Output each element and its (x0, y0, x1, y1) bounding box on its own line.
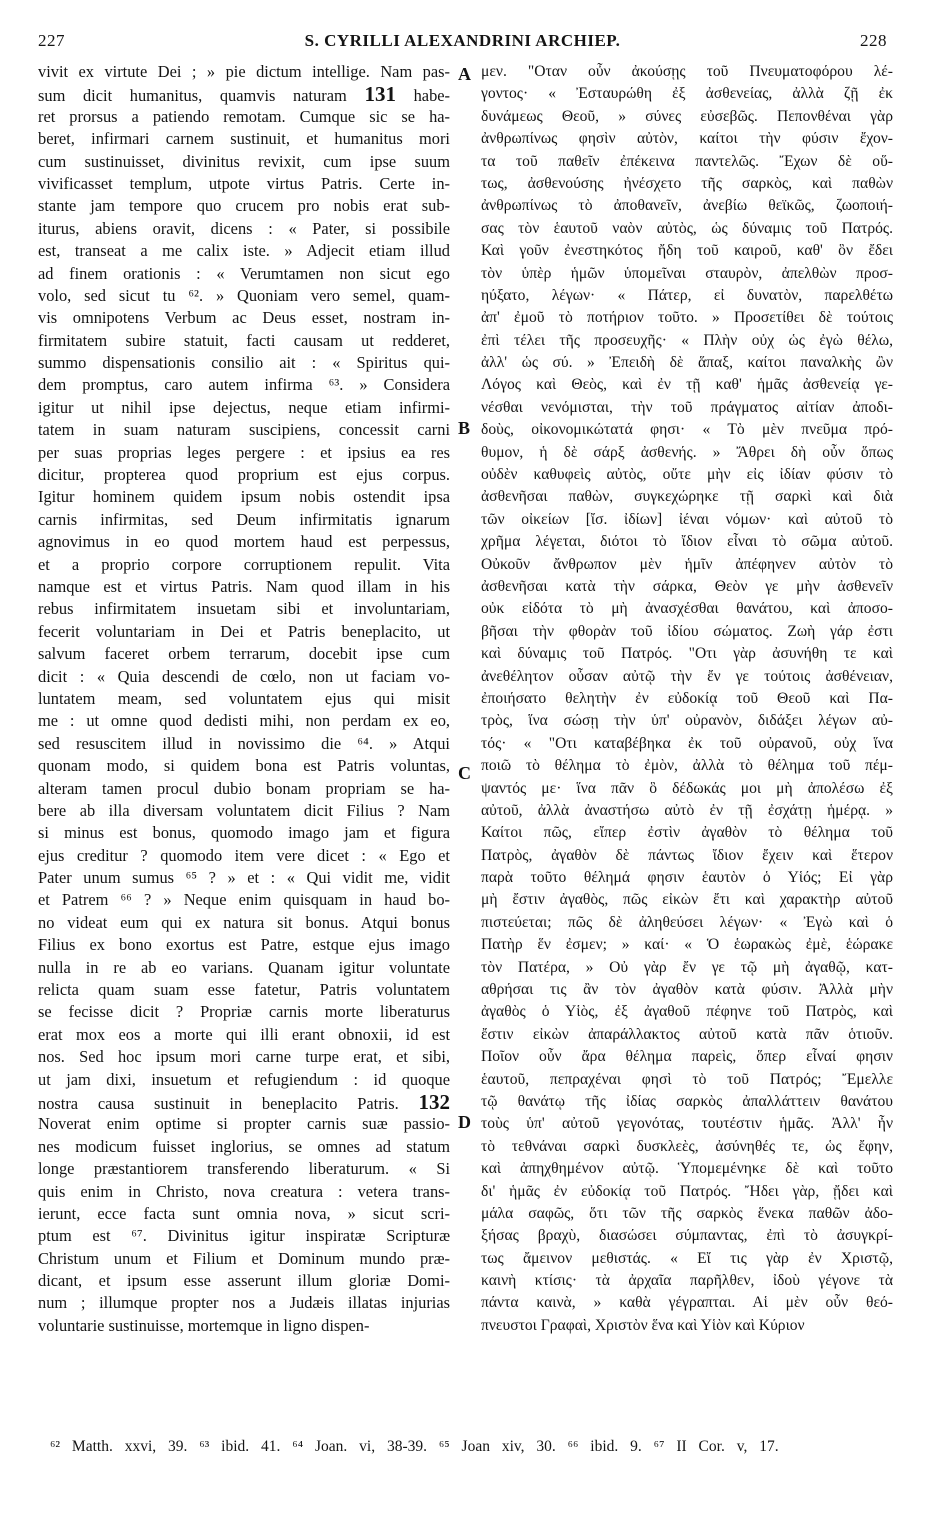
latin-text-line: firmitatem subire statuit, facti causam ut redderet, (38, 330, 450, 350)
latin-text-line: Pater unum sumus ⁶⁵ ? » et : « Qui vidit me, vidit (38, 868, 450, 888)
latin-text-line: et a proprio corpore corruptionem repulit. Vita (38, 554, 450, 574)
greek-text-line: Οὐκοῦν ἄνθρωπον μὲν ἡμῖν ἀπέφηνεν αὐτὸν τὸ (481, 555, 893, 573)
column-section-number: 132 (418, 1090, 450, 1114)
greek-text-line: χρῆμα λέγεται, διότοι τὸ ἴδιον εἶναι τὸ σῶμα αὐτοῦ. (481, 533, 893, 551)
latin-text-line: relicta quam suam esse fatetur, Patris voluntatem (38, 980, 450, 1000)
latin-text-line: beret, infirmari carnem sustinuit, et humanitus mori (38, 129, 450, 149)
latin-text-line: longe præstantiorem transferendo liberaturum. « Si (38, 1159, 450, 1179)
greek-text-line: αθρήσαι τις ἂν τὸν ἀγαθὸν κατὰ φύσιν. Ἀλλὰ μὴν (481, 981, 893, 999)
greek-text-line: τός· « "Οτι καταβέβηκα ἐκ τοῦ οὐρανοῦ, οὐχ ἵνα (481, 734, 893, 752)
greek-text-line: μὴ ἔστιν ἀγαθὸς, πῶς εἰκὼν ἔτι καὶ χαρακτὴρ αὐτοῦ (481, 891, 893, 909)
greek-text-line: αὐτοῦ, ἀλλὰ ἀναστήσω αὐτὸ ἐν τῇ ἐσχάτῃ ἡμέρᾳ. » (481, 801, 893, 819)
latin-text-line: quis enim in Christo, nova creatura : vetera trans- (38, 1181, 450, 1201)
latin-text-line: alteram tamen procul dubio bonam propriam se ha- (38, 778, 450, 798)
greek-text-line: τὸν Πατέρα, » Οὐ γὰρ ἔν γε τῷ μὴ ἀγαθῷ, κατ- (481, 958, 893, 976)
greek-text-line: ἀνθρωπίνως τὸ ἀποθανεῖν, ἀνεβίω θεϊκῶς, ζωοποιή- (481, 197, 893, 215)
latin-text-line: Igitur hominem quidem ipsum nobis ostendit ipsa (38, 487, 450, 507)
greek-text-line: παρὰ τοῦτο θέλημά φησιν ἑαυτὸν ὁ Υἱός; Εἰ γὰρ (481, 869, 893, 887)
latin-text-line: salvum faceret orbem terrarum, docebit ipse cum (38, 644, 450, 664)
greek-text-line: τως ἄμεινον μεθιστάς. « Εἴ τις γὰρ ἐν Χριστῷ, (481, 1249, 893, 1267)
latin-text-line: sed resuscitem illud in novissimo die ⁶⁴. » Atqui (38, 733, 450, 753)
latin-text-line: tatem in suam naturam suscipiens, concessit carni (38, 420, 450, 440)
greek-text-line: τοὺς ὑπ' αὐτοῦ γεγονότας, τουτέστιν ἡμᾶς. Ἀλλ' ἦν (481, 1115, 893, 1133)
latin-text-line: vivit ex virtute Dei ; » pie dictum intellige. Nam pas- (38, 62, 450, 81)
latin-text-line: bere ab illa diversam voluntatem dicit Filius ? Nam (38, 800, 450, 820)
latin-text-line: carnis infirmitas, sed Deum infirmitatis ignarum (38, 509, 450, 529)
margin-mark-c: C (458, 763, 471, 783)
greek-text-line: ξήσας βραχὺ, διασώσει σύμπαντας, ἐπὶ τὸ ἀσυγκρί- (481, 1227, 893, 1245)
greek-text-line: οὐδὲν καθυφεὶς αὐτὸς, οὔτε μὴν εἰς ἰδίαν φύσιν τὸ (481, 466, 893, 484)
latin-text-line: per suas proprias leges pergere : et ipsius ea res (38, 442, 450, 462)
greek-text-line: ἑαυτοῦ, πεπραχέναι φησὶ τὸ τοῦ Πατρός; Ἔμελλε (481, 1070, 893, 1088)
latin-text-line: ierunt, ecce facta sunt omnia nova, » sicut scri- (38, 1203, 450, 1223)
greek-text-line: Καίτοι πῶς, εἴπερ ἐστὶν ἀγαθὸν τὸ θέλημα τοῦ (481, 824, 893, 842)
greek-text-line: ἐπὶ τέλει τῆς προσευχῆς· « Πλὴν οὐχ ὡς ἐγὼ θέλω, (481, 331, 893, 349)
greek-column (481, 61, 893, 1337)
page-number-right: 228 (860, 31, 887, 50)
greek-text-line: Ποῖον οὖν ἄρα θέλημα παρεὶς, ὅπερ εἶναί φησιν (481, 1048, 893, 1066)
latin-text-line: fecerit voluntariam in Dei et Patris beneplacito, ut (38, 621, 450, 641)
greek-text-line: δι' ἡμᾶς ἐν εὐδοκίᾳ τοῦ Πατρός. Ἤδει γὰρ, ᾔδει καὶ (481, 1182, 893, 1200)
latin-text-line: erat mox eos a morte qui illi erant obnoxii, id est (38, 1024, 450, 1044)
latin-text-line: agnovimus in eo quod mortem haud est perpessus, (38, 532, 450, 552)
greek-text-line: ἀσθενῆσαι παθὼν, συγκεχώρηκε τῇ σαρκὶ καὶ διὰ (481, 488, 893, 506)
latin-text-line: Christum unum et Filium et Dominum mundo præ- (38, 1248, 450, 1268)
latin-text-line: Noverat enim optime si propter carnis suæ passio- (38, 1114, 450, 1134)
greek-text-line: ἐποιήσατο θελητὴν ἐν εὐδοκίᾳ τοῦ Θεοῦ καὶ Πα- (481, 689, 893, 707)
latin-text-line: et Patrem ⁶⁶ ? » Neque enim quisquam in haud bo- (38, 890, 450, 910)
latin-text-line: stante jam tempore quo crucem pro nobis erat sub- (38, 196, 450, 216)
greek-text-line: θυμον, ἡ δὲ σάρξ ἀσθενής. » Ἄθρει δὴ οὖν ὅπως (481, 443, 893, 461)
greek-text-line: τῶν οἰκείων [ἴσ. ἰδίων] ἰέναι νόμων· καὶ αὐτοῦ τὸ (481, 510, 893, 528)
greek-text-line: ποιῶ τὸ θέλημα τὸ ἐμὸν, ἀλλὰ τὸ θέλημα τοῦ πέμ- (481, 757, 893, 775)
greek-text-line: τὸν ὑπὲρ ἡμῶν ὑπομεῖναι σταυρὸν, ἀπελθὼν προσ- (481, 264, 893, 282)
greek-text-line: ἔστιν εἰκὼν ἀπαράλλακτος αὐτοῦ κατὰ πᾶν ὁτιοῦν. (481, 1025, 893, 1043)
greek-text-line: οὐκ εἰδότα τὸ μὴ ἀνασχέσθαι θανάτου, καὶ ἀποσο- (481, 600, 893, 618)
latin-text-line: dicitur, propterea quod proprium est ejus corpus. (38, 465, 450, 485)
greek-text-line: σας τὸν ἑαυτοῦ ναὸν αὐτὸς, ὡς δύναμις τοῦ Πατρός. (481, 219, 893, 237)
greek-text-line: Πατὴρ ἕν ἐσμεν; » καί· « Ὁ ἑωρακὼς ἐμὲ, ἑώρακε (481, 936, 893, 954)
greek-text-line: ψαντός με· ἵνα πᾶν ὃ δέδωκάς μοι μὴ ἀπολέσω ἐξ (481, 779, 893, 797)
latin-text-line: dicit : « Quia descendi de cœlo, non ut faciam vo- (38, 666, 450, 686)
running-title: S. CYRILLI ALEXANDRINI ARCHIEP. (304, 31, 621, 50)
greek-text-line: δοὺς, οἰκονομικώτατά φησι· « Τὸ μὲν πνεῦμα πρό- (481, 421, 893, 439)
latin-text-line: ptum est ⁶⁷. Divinitus igitur inspiratæ Scripturæ (38, 1226, 450, 1246)
latin-text-line: dicant, et ipsum esse asserunt illum gloriæ Domi- (38, 1271, 450, 1291)
greek-text-line: γοντος· « Ἐσταυρώθη ἐξ ἀσθενείας, ἀλλὰ ζῇ ἐκ (481, 85, 893, 103)
latin-text-line: ad finem orationis : « Verumtamen non sicut ego (38, 263, 450, 283)
latin-text-line: Filius ex bono exortus est Patre, estque ejus imago (38, 935, 450, 955)
greek-text-line: μάλα σαφῶς, ὅτι τῶν τῆς σαρκὸς ἕνεκα παθῶν ἀδο- (481, 1204, 893, 1222)
latin-text-line: luntatem meam, sed voluntatem ejus qui misit (38, 688, 450, 708)
latin-text-line: num ; illumque propter nos a Judæis illatas injurias (38, 1293, 450, 1313)
latin-text-line: namque est et virtus Patris. Nam quod illam in his (38, 576, 450, 596)
greek-text-line: Πατρὸς, ἀγαθὸν δὲ πάντως ἴδιον ἔχειν καὶ ἕτερον (481, 846, 893, 864)
latin-text-line: nulla in re ab eo varians. Quanam igitur voluntate (38, 957, 450, 977)
margin-mark-a: A (458, 64, 471, 84)
latin-text-line: nos. Sed hoc ipsum mori carne turpe erat, et sibi, (38, 1047, 450, 1067)
latin-text-line: rebus infirmitatem insuetam sibi et involuntariam, (38, 599, 450, 619)
greek-text-line: καὶ ἀπηχθημένον αὐτῷ. Ὑπομεμένηκε δὲ καὶ τοῦτο (481, 1160, 893, 1178)
latin-text-line: ret prorsus a patiendo remotam. Cumque sic se ha- (38, 106, 450, 126)
greek-text-line: Λόγος καὶ Θεὸς, καὶ ἐν τῇ καθ' ἡμᾶς ἀσθενείᾳ γε- (481, 376, 893, 394)
greek-text-line: πάντα καινὰ, » καθὰ γέγραπται. Αἱ μὲν οὖν θεό- (481, 1294, 893, 1312)
greek-text-line: καινὴ κτίσις· τὰ ἀρχαῖα παρῆλθεν, ἰδοὺ γέγονε τὰ (481, 1272, 893, 1290)
running-header (38, 31, 887, 55)
greek-text-line: ηύξατο, λέγων· « Πάτερ, εἰ δυνατὸν, παρελθέτω (481, 286, 893, 304)
latin-text-line: voluntarie sustinuisse, mortemque in ligno dispen- (38, 1315, 370, 1335)
page-number-left: 227 (38, 31, 65, 50)
greek-text-line: μεν. "Οταν οὖν ἀκούσῃς τοῦ Πνευματοφόρου λέ- (481, 63, 893, 80)
latin-text-line: cum sustinuisset, divinitus revixit, cum ipse suum (38, 151, 450, 171)
latin-text-line: ejus creditur ? quomodo item vere dicet : « Ego et (38, 845, 450, 865)
greek-text-line: νέσθαι νενόμισται, τὴν τοῦ πράγματος αἰτίαν ἀποδι- (481, 398, 893, 416)
greek-text-line: ἀλλ' ὡς σύ. » Ἐπειδὴ δὲ ἅπαξ, καίτοι παναλκὴς ὢν (481, 354, 893, 372)
greek-text-line: τὸ τεθνάναι σαρκὶ δυσκλεὲς, ἀσύνηθές τε, ὡς ἔφην, (481, 1137, 893, 1155)
margin-mark-b: B (458, 418, 471, 438)
greek-text-line: βῆσαι τὴν φθορὰν τοῦ ἰδίου σώματος. Ζωὴ γάρ ἐστι (481, 622, 893, 640)
latin-text-line: nostra causa sustinuit in beneplacito Patris. 132 (38, 1090, 450, 1114)
latin-text-line: sum dicit humanitus, quamvis naturam 131 habe- (38, 83, 450, 106)
latin-text-line: igitur ut nihil ipse dejectus, neque etiam infirmi- (38, 397, 450, 417)
greek-text-line: πιστεύεται; πῶς δὲ ἀληθεύσει λέγων· « Ἐγὼ καὶ ὁ (481, 913, 893, 931)
greek-text-line: ἀγαθὸς ὁ Υἱὸς, ἐξ ἀγαθοῦ πέφηνε τοῦ Πατρὸς, καὶ (481, 1003, 893, 1021)
latin-text-line: me : ut omne quod dedisti mihi, non perdam ex eo, (38, 711, 450, 731)
greek-text-line: ἀνεθέλητον οὖσαν αὐτῷ τὴν ἔν γε τούτοις ἀσθένειαν, (481, 667, 893, 685)
latin-text-line: se fecisse dicit ? Propriæ carnis morte liberaturus (38, 1002, 450, 1022)
greek-text-line: τως, ἀσθενούσης ἠνέσχετο τῆς σαρκὸς, καὶ παθὼν (481, 174, 893, 192)
latin-text-line: iturus, abiens oravit, dicens : « Pater, si possibile (38, 218, 450, 238)
greek-text-line: τῷ θανάτῳ τῆς ἰδίας σαρκὸς ἀπαλλάττειν θανάτου (481, 1092, 893, 1110)
latin-text-line: volo, sed sicut tu ⁶². » Quoniam vero semel, quam- (38, 285, 450, 305)
latin-text-line: no videat eum qui ex natura sit bonus. Atqui bonus (38, 912, 450, 932)
latin-text-line: si minus est bonus, quomodo imago jam et figura (38, 823, 450, 843)
greek-text-line: δυνάμεως Θεοῦ, » σύνες εὐσεβῶς. Πεπονθέναι γὰρ (481, 107, 893, 125)
footnotes: ⁶² Matth. xxvi, 39. ⁶³ ibid. 41. ⁶⁴ Joan. vi, 38-39. ⁶⁵ Joan xiv, 30. ⁶⁶ ibid. 9. ⁶⁷ II Cor. v, 17. (50, 1438, 779, 1455)
latin-text-line: summo dispensationis consilio ait : « Spiritus qui- (38, 353, 450, 373)
greek-text-line: Καὶ γοῦν ἐνεστηκότος ἤδη τοῦ καιροῦ, καθ' ὃν ἔδει (481, 242, 893, 260)
latin-text-line: est, transeat a me calix iste. » Adjecit etiam illud (38, 241, 450, 261)
column-section-number: 131 (364, 83, 396, 106)
latin-text-line: quonam modo, si quidem bona est Patris voluntas, (38, 756, 450, 776)
greek-text-line: πνευστοι Γραφαὶ, Χριστὸν ἕνα καὶ Υἱὸν καὶ Κύριον (481, 1316, 805, 1334)
greek-text-line: τα τοῦ παθεῖν ἐπέκεινα παντελῶς. Ἔχων δὲ οὕ- (481, 152, 893, 170)
latin-text-line: dem promptus, caro autem infirma ⁶³. » Considera (38, 375, 450, 395)
latin-text-line: ut jam dixi, insuetum et refugiendum : id quoque (38, 1069, 450, 1089)
greek-text-line: τρὸς, ἵνα σώσῃ τὴν ὑπ' οὐρανὸν, διδάξει λέγων αὐ- (481, 712, 893, 730)
margin-mark-d: D (458, 1112, 471, 1132)
greek-text-line: ἀνθρωπίνως φησὶν αὐτὸν, καίτοι τὴν φύσιν ἔχον- (481, 130, 893, 148)
greek-text-line: ἀσθενῆσαι κατὰ τὴν σάρκα, Θεὸν γε μὴν ἀσθενεῖν (481, 577, 893, 595)
greek-text-line: καὶ δύναμις τοῦ Πατρός. "Οτι γὰρ ἀσυνήθη τε καὶ (481, 645, 893, 663)
latin-text-line: vivificasset templum, utpote virtus Patris. Certe in- (38, 173, 450, 193)
latin-column (38, 61, 450, 1337)
latin-text-line: vis omnipotens Verbum ac Deus esset, nostram in- (38, 308, 450, 328)
greek-text-line: ἀπ' ἐμοῦ τὸ ποτήριον τοῦτο. » Προσετίθει δὲ τούτοις (481, 309, 893, 327)
latin-text-line: nes modicum fuisset inglorius, se omnes ad statum (38, 1136, 450, 1156)
